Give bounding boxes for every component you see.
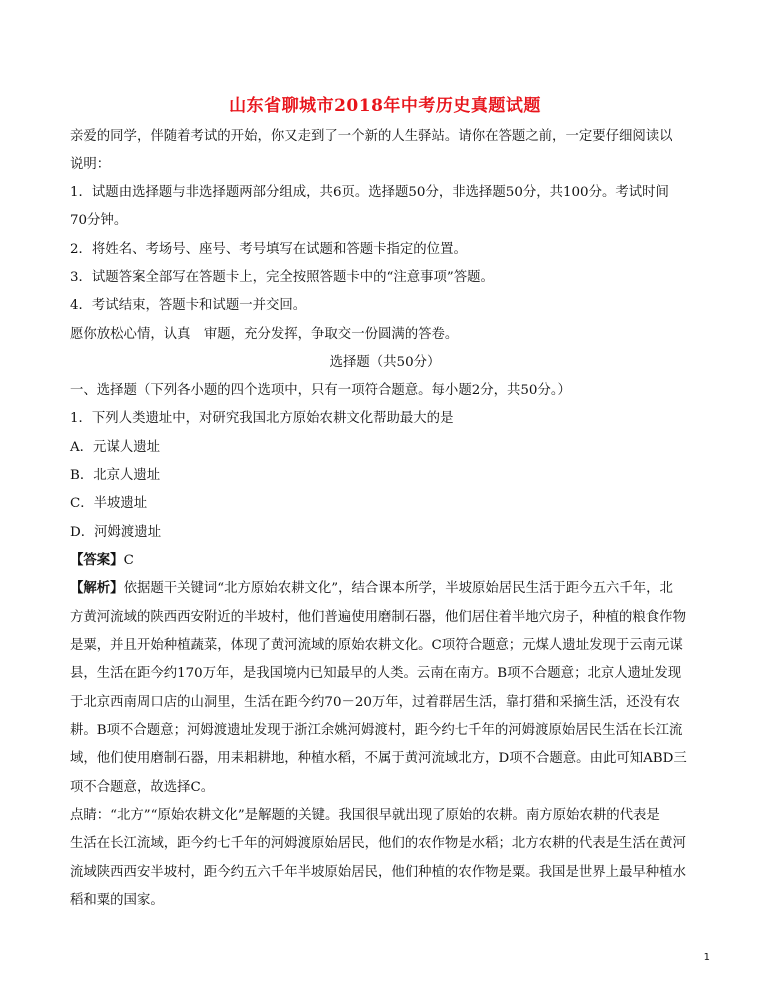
section-title: 选择题（共50分） (329, 355, 441, 370)
wish-line: 愿你放松心情，认真 审题，充分发挥，争取交一份圆满的答卷。 (70, 327, 459, 342)
analysis-line: 耕。B项不合题意；河姆渡遗址发现于浙江余姚河姆渡村，距今约七千年的河姆渡原始居民生活在长江流 (70, 723, 683, 738)
instruction-item: 4．考试结束，答题卡和试题一并交回。 (70, 298, 307, 313)
tip-line: 点睛：“北方”“原始农耕文化”是解题的关键。我国很早就出现了原始的农耕。南方原始农耕的代表是 (70, 808, 660, 823)
question-option: B．北京人遗址 (70, 468, 161, 483)
analysis-text: 依据题干关键词“北方原始农耕文化”，结合课本所学，半坡原始居民生活于距今五六千年，北 (123, 581, 673, 596)
answer-line (70, 551, 700, 570)
analysis-label: 【解析】 (70, 580, 124, 596)
intro-line-2: 说明： (70, 157, 111, 172)
question-option: C．半坡遗址 (70, 496, 148, 511)
question-option: D．河姆渡遗址 (70, 525, 162, 540)
instruction-item: 1．试题由选择题与非选择题两部分组成，共6页。选择题50分，非选择题50分，共100分。考试时间 (70, 185, 669, 200)
analysis-line: 域，他们使用磨制石器，用耒耜耕地，种植水稻，不属于黄河流域北方，D项不合题意。由此可知ABD三 (70, 751, 687, 766)
analysis-line: 是粟，并且开始种植蔬菜，体现了黄河流域的原始农耕文化。C项符合题意；元煤人遗址发现于云南元谋 (70, 638, 683, 653)
analysis-line (70, 579, 700, 598)
tip-line: 流域陕西西安半坡村，距今约五六千年半坡原始居民，他们种植的农作物是粟。我国是世界上最早种植水 (70, 865, 686, 880)
analysis-line: 方黄河流域的陕西西安附近的半坡村，他们普遍使用磨制石器，他们居住着半地穴房子，种植的粮食作物 (70, 610, 686, 625)
section-instructions: 一、选择题（下列各小题的四个选项中，只有一项符合题意。每小题2分，共50分。） (70, 383, 571, 398)
instruction-item: 70分钟。 (70, 213, 128, 228)
instruction-item: 3．试题答案全部写在答题卡上，完全按照答题卡中的“注意事项”答题。 (70, 270, 494, 285)
page-number: 1 (703, 952, 710, 963)
tip-line: 生活在长江流域，距今约七千年的河姆渡原始居民，他们的农作物是水稻；北方农耕的代表是生活在黄河 (70, 836, 686, 851)
question-stem: 1．下列人类遗址中，对研究我国北方原始农耕文化帮助最大的是 (70, 411, 454, 426)
analysis-line: 县，生活在距今约170万年，是我国境内已知最早的人类。云南在南方。B项不合题意；北京人遗址发现 (70, 666, 682, 681)
answer-label: 【答案】 (70, 552, 124, 568)
answer-value: C (123, 553, 134, 568)
intro-line-1: 亲爱的同学，伴随着考试的开始，你又走到了一个新的人生驿站。请你在答题之前，一定要仔细阅读以 (70, 129, 673, 144)
analysis-line: 项不合题意，故选择C。 (70, 780, 215, 795)
instruction-item: 2．将姓名、考场号、座号、考号填写在试题和答题卡指定的位置。 (70, 242, 467, 257)
question-option: A．元谋人遗址 (70, 440, 161, 455)
analysis-line: 于北京西南周口店的山洞里，生活在距今约70－20万年，过着群居生活，靠打猎和采摘生活，还没有农 (70, 695, 680, 710)
tip-line: 稻和粟的国家。 (70, 893, 164, 908)
document-title: 山东省聊城市2018年中考历史真题试题 (229, 96, 541, 116)
